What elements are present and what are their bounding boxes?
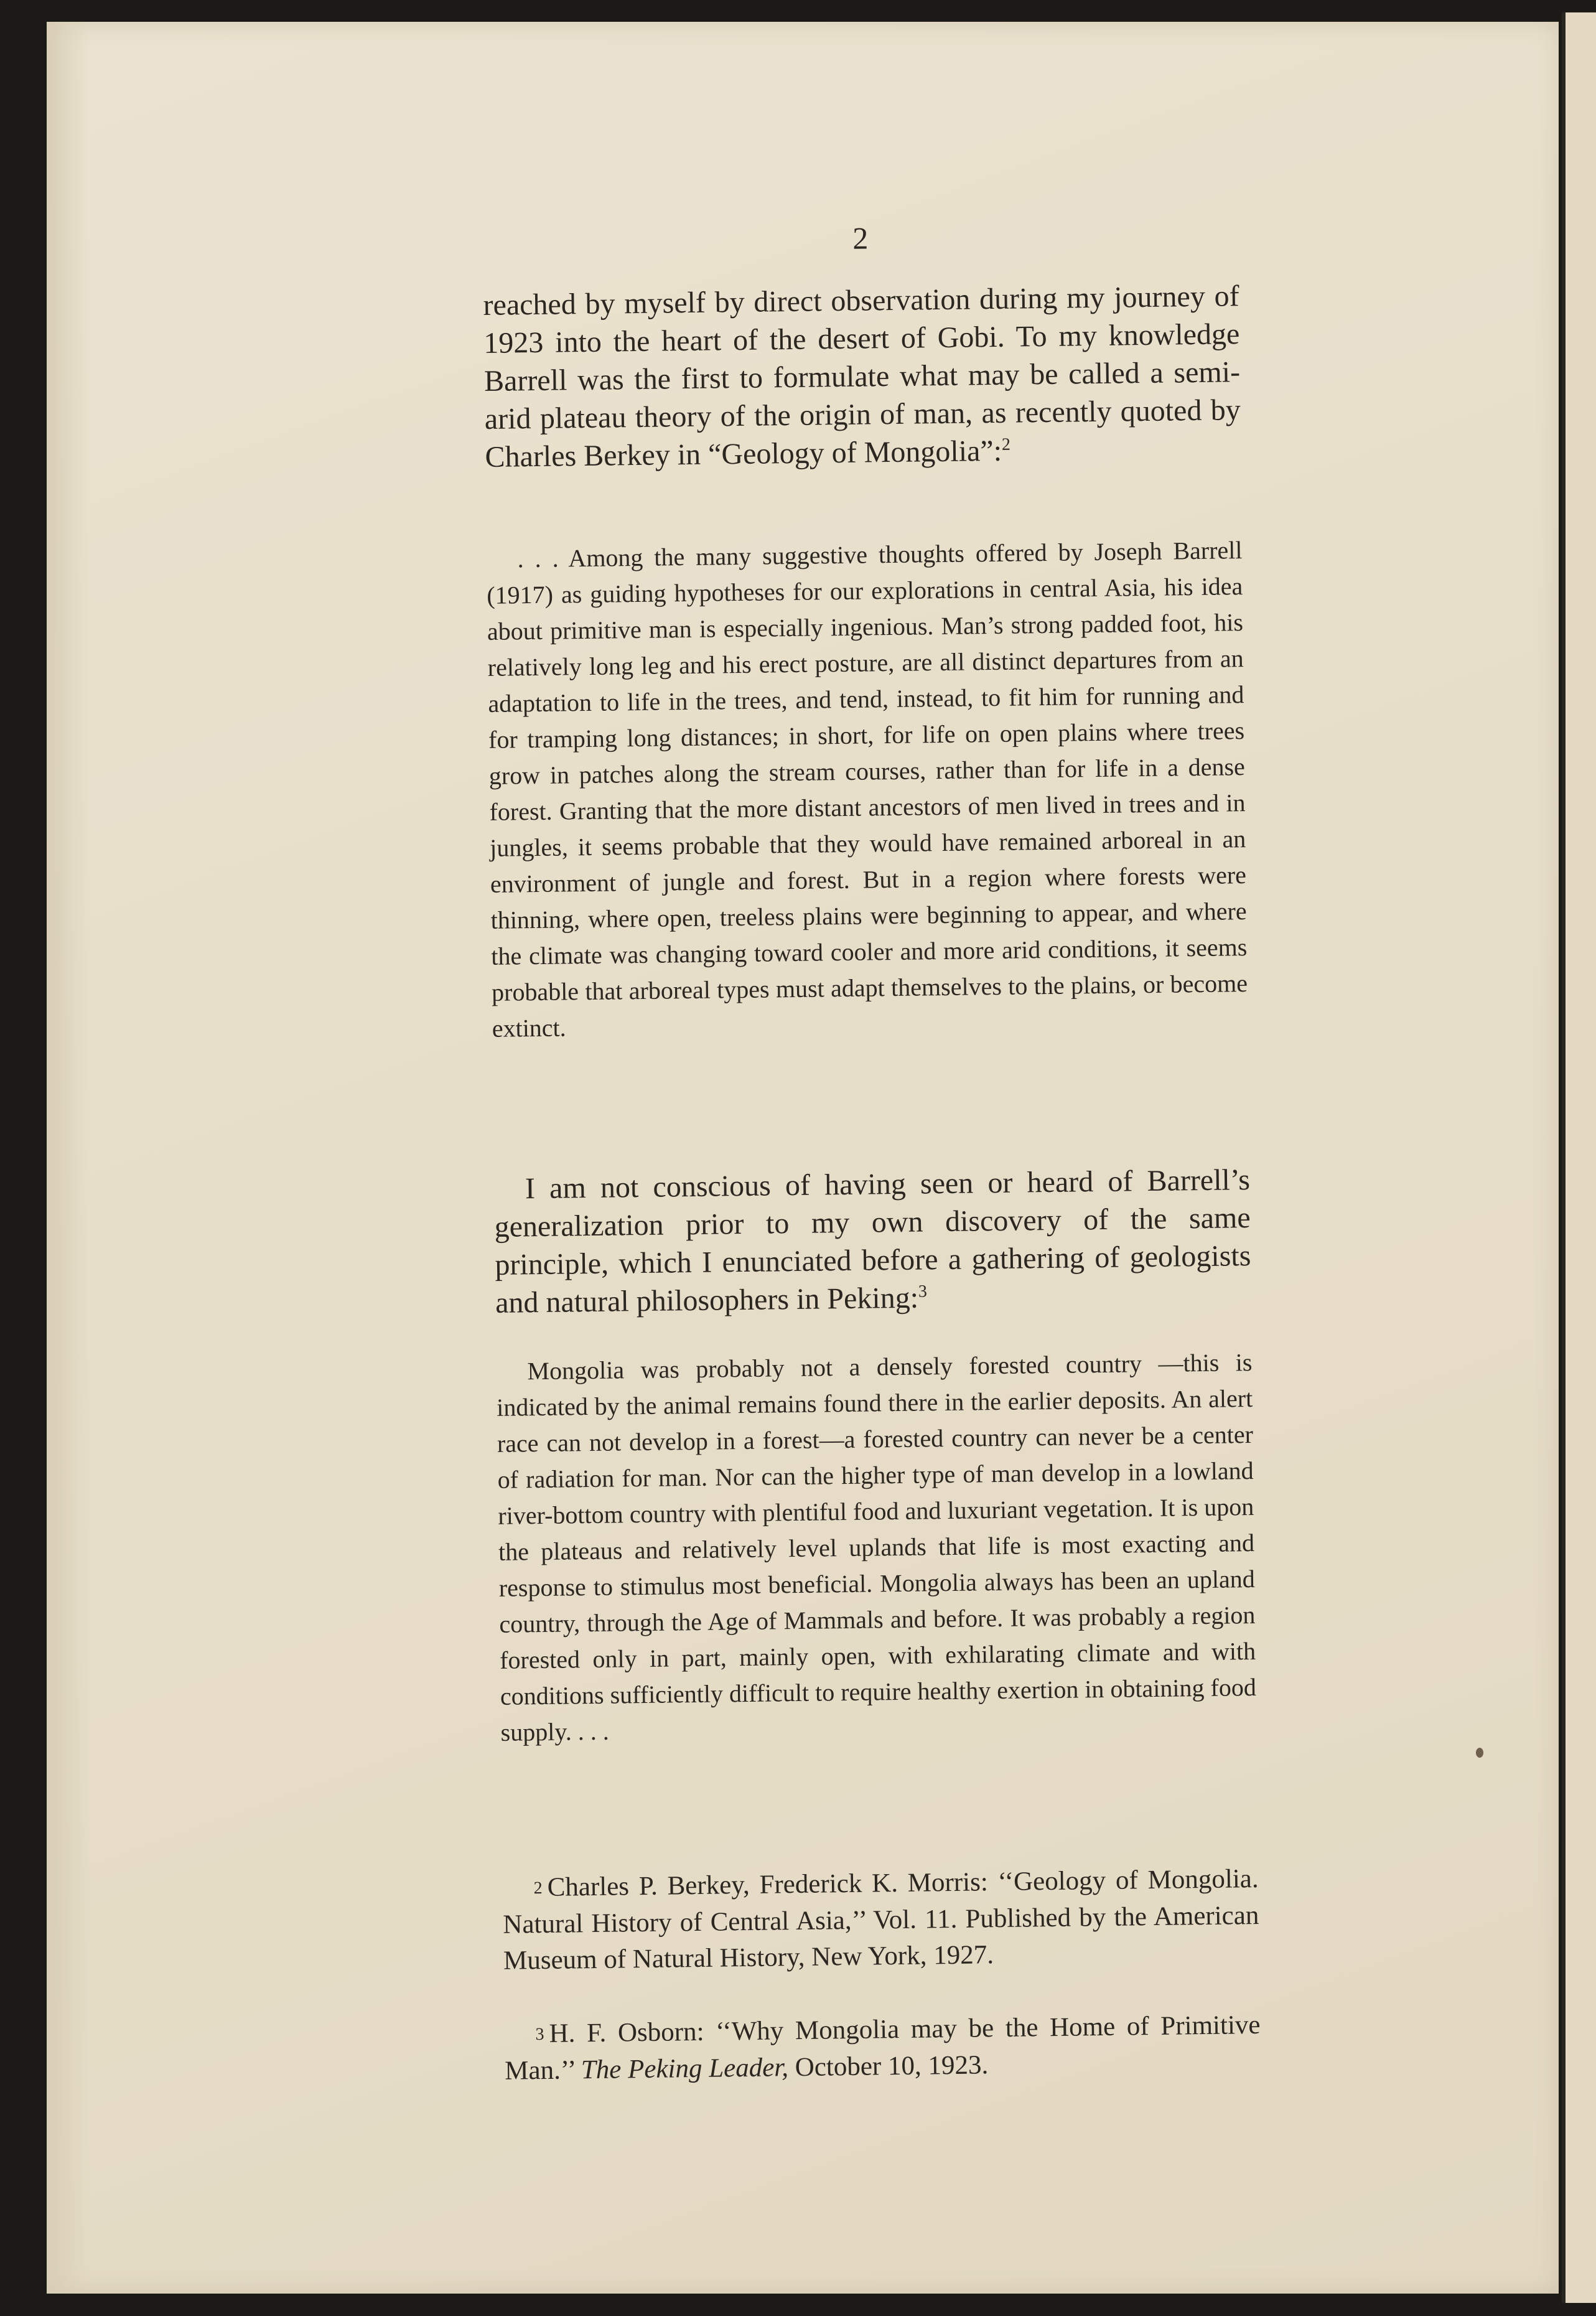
block-quote-barrell: . . . Among the many suggestive thoughts offered by Joseph Barrell (1917) as guiding hypotheses for our explorations in central Asia, his idea about primitive man is especially ingenious. Man’s strong padded foot, his relatively long leg and his erect posture, are all distinct departures from an adaptation to life in the trees, and tend, instead, to fit him for running and for tramping long distances; in short, for life on open plains where trees grow in patches along the stream courses, rather than for life in a dense forest. Granting that the more distant ancestors of men lived in trees and in jungles, it seems probable that they would have remained arboreal in an environment of jungle and forest. But in a region where forests were thinning, where open, treeless plains were beginning to appear, and where the climate was changing toward cooler and more arid conditions, it seems probable that arboreal types must adapt themselves to the plains, or become extinct. (487, 536, 1248, 1043)
next-page-edge (1562, 12, 1596, 2303)
footnote-2 (502, 1861, 1259, 1979)
page-left-edge (47, 22, 90, 2294)
paragraph-1-text: reached by myself by direct observation during my journey of 1923 into the heart of the desert of Gobi. To my knowledge Barrell was the first to formulate what may be called a semi-arid plateau theory of the origin of man, as recently quoted by Charles Berkey in “Geology of Mongolia”: (483, 279, 1241, 474)
page-number: 2 (852, 220, 869, 256)
footnote-2-text: Charles P. Berkey, Frederick K. Morris: ‘‘Geology of Mongolia. Natural History of Central Asia,’’ Vol. 11. Published by the American Museum of Natural History, New York, 1927. (503, 1864, 1259, 1976)
paragraph-2 (494, 1161, 1252, 1322)
paragraph-1 (483, 277, 1241, 476)
paper-speck (1476, 1748, 1483, 1758)
footnote-3-text: H. F. Osborn: ‘‘Why Mongolia may be the Home of Primitive Man.’’ (504, 2010, 1261, 2086)
footnote-3-italic: The Peking Leader, (581, 2053, 789, 2085)
footnote-ref-2: 2 (1001, 434, 1011, 454)
footnote-2-mark: 2 (533, 1878, 543, 1898)
footnote-3-mark: 3 (535, 2025, 544, 2045)
block-quote-osborn: Mongolia was probably not a densely forested country —this is indicated by the animal remains found there in the earlier deposits. An alert race can not develop in a forest—a forested country can never be a center of radiation for man. Nor can the higher type of man develop in a lowland river-bottom country with plentiful food and luxuriant vegetation. It is upon the plateaus and relatively level uplands that life is most exacting and response to stimulus most beneficial. Mongolia always has been an upland country, through the Age of Mammals and before. It was probably a region forested only in part, mainly open, with exhilarating climate and with conditions sufficiently difficult to require healthy exertion in obtaining food supply. . . . (496, 1348, 1257, 1746)
footnote-3 (504, 2007, 1261, 2089)
footnote-3-text-after: October 10, 1923. (788, 2050, 989, 2083)
paragraph-2-text: I am not conscious of having seen or heard of Barrell’s generalization prior to my own discovery of the same principle, which I enunciated before a gathering of geologists and natural philosophers in Peking: (494, 1163, 1251, 1320)
footnote-ref-3: 3 (918, 1282, 928, 1301)
